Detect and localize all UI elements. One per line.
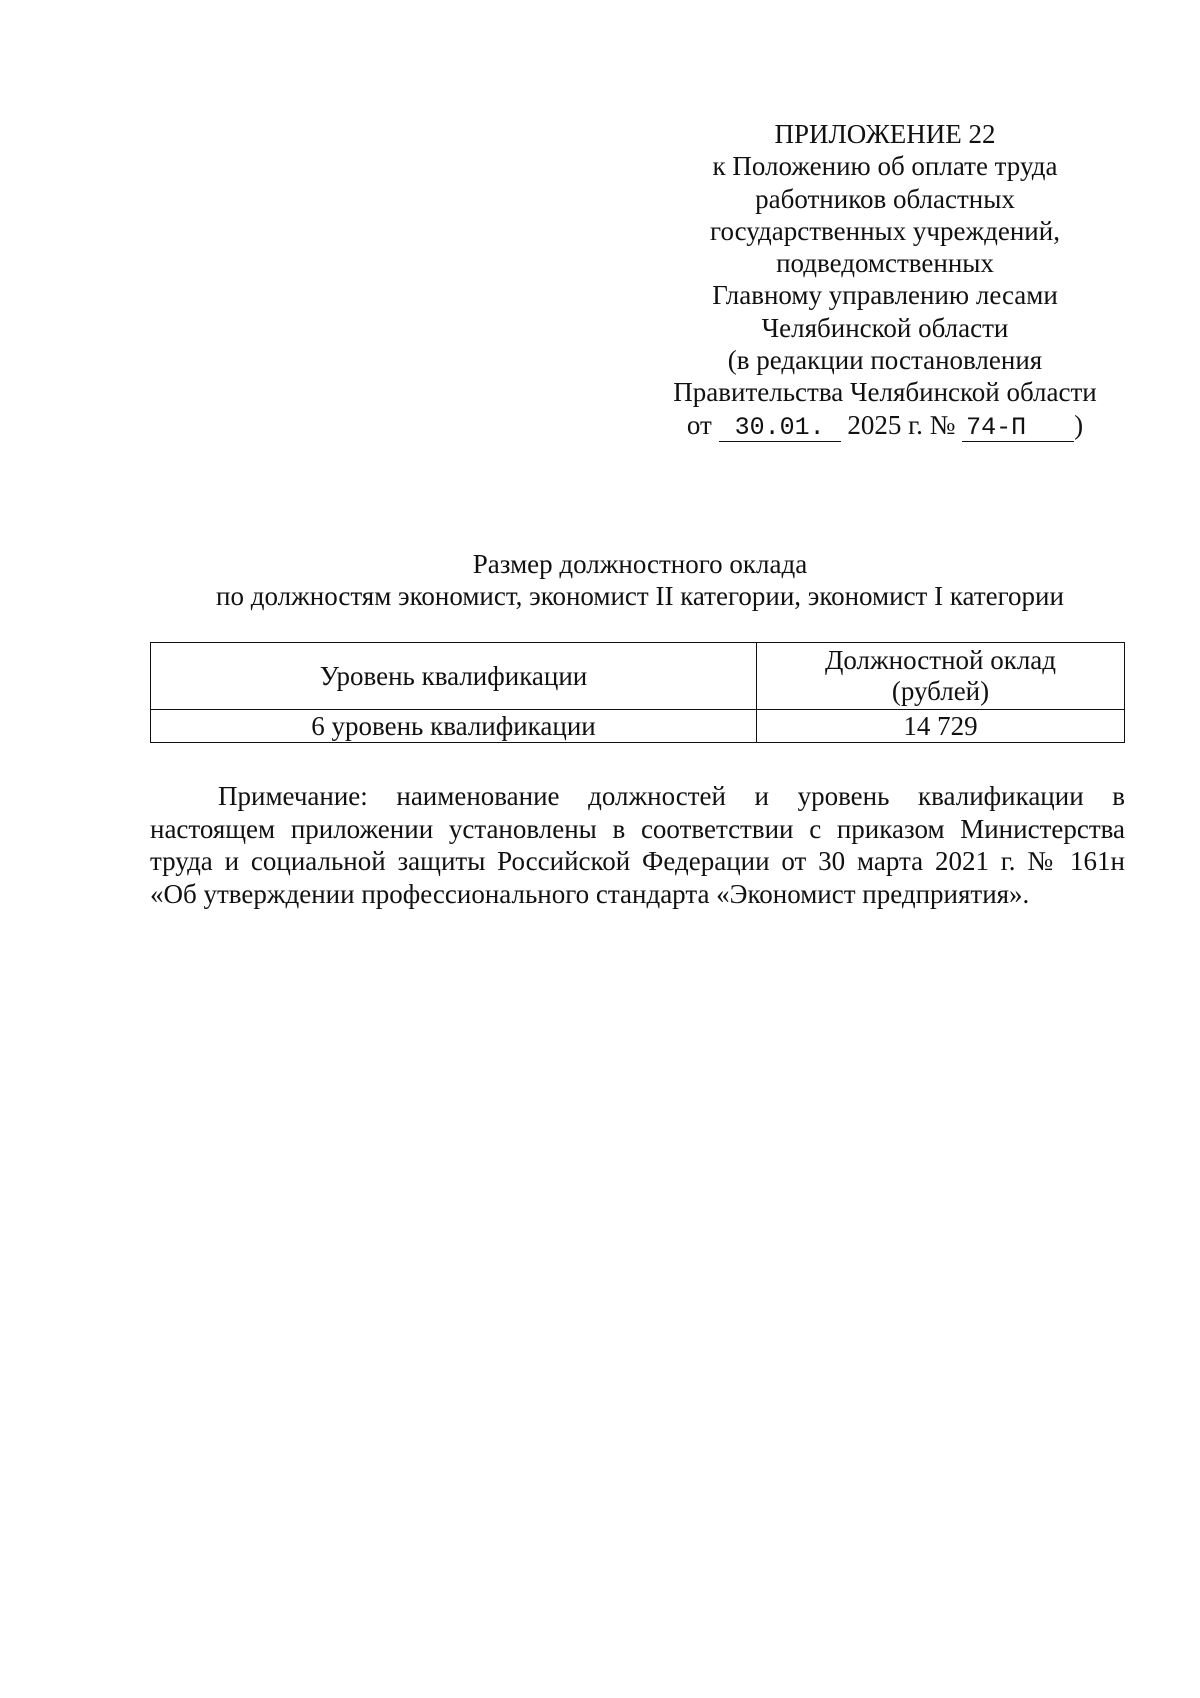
resolution-date-field: 30.01. <box>719 415 841 442</box>
salary-table <box>150 642 1125 743</box>
title-line-1: Размер должностного оклада <box>472 549 808 579</box>
appendix-line: к Положению об оплате труда <box>712 151 1058 182</box>
header-qualification-level: Уровень квалификации <box>151 643 757 710</box>
header-salary-line-2: (рублей) <box>891 676 990 706</box>
table-row <box>151 710 1125 743</box>
document-title <box>150 548 1130 612</box>
cell-salary: 14 729 <box>757 710 1125 743</box>
appendix-line: Главному управлению лесами <box>712 280 1058 311</box>
appendix-line: Правительства Челябинской области <box>673 377 1097 408</box>
resolution-date-line <box>640 409 1130 442</box>
note-line: Примечание: наименование должностей и уровень квалификации в <box>218 781 1125 811</box>
closing-paren: ) <box>1074 409 1084 440</box>
title-line-2: по должностям экономист, экономист II категории, экономист I категории <box>216 581 1064 611</box>
resolution-number-field: 74-П <box>962 415 1074 442</box>
header-salary <box>757 643 1125 710</box>
cell-qualification-level: 6 уровень квалификации <box>151 710 757 743</box>
appendix-line: (в редакции постановления <box>727 345 1043 376</box>
year-text: 2025 г. № <box>847 409 956 440</box>
note-line: труда и социальной защиты Российской Федерации от 30 марта 2021 г. № 161н <box>150 846 1125 876</box>
appendix-line: государственных учреждений, <box>710 215 1060 246</box>
note-line: настоящем приложении установлены в соответствии с приказом Министерства <box>150 813 1125 844</box>
appendix-header <box>640 118 1130 442</box>
table-header-row <box>151 643 1125 710</box>
date-prefix: от <box>686 409 712 440</box>
note-line: «Об утверждении профессионального стандарта «Экономист предприятия». <box>150 878 1030 909</box>
header-salary-line-1: Должностной оклад <box>824 645 1057 675</box>
appendix-line: подведомственных <box>776 248 994 279</box>
appendix-line: Челябинской области <box>761 312 1009 343</box>
appendix-heading: ПРИЛОЖЕНИЕ 22 <box>774 119 996 149</box>
note-paragraph <box>150 780 1125 910</box>
appendix-line: работников областных <box>755 183 1015 214</box>
